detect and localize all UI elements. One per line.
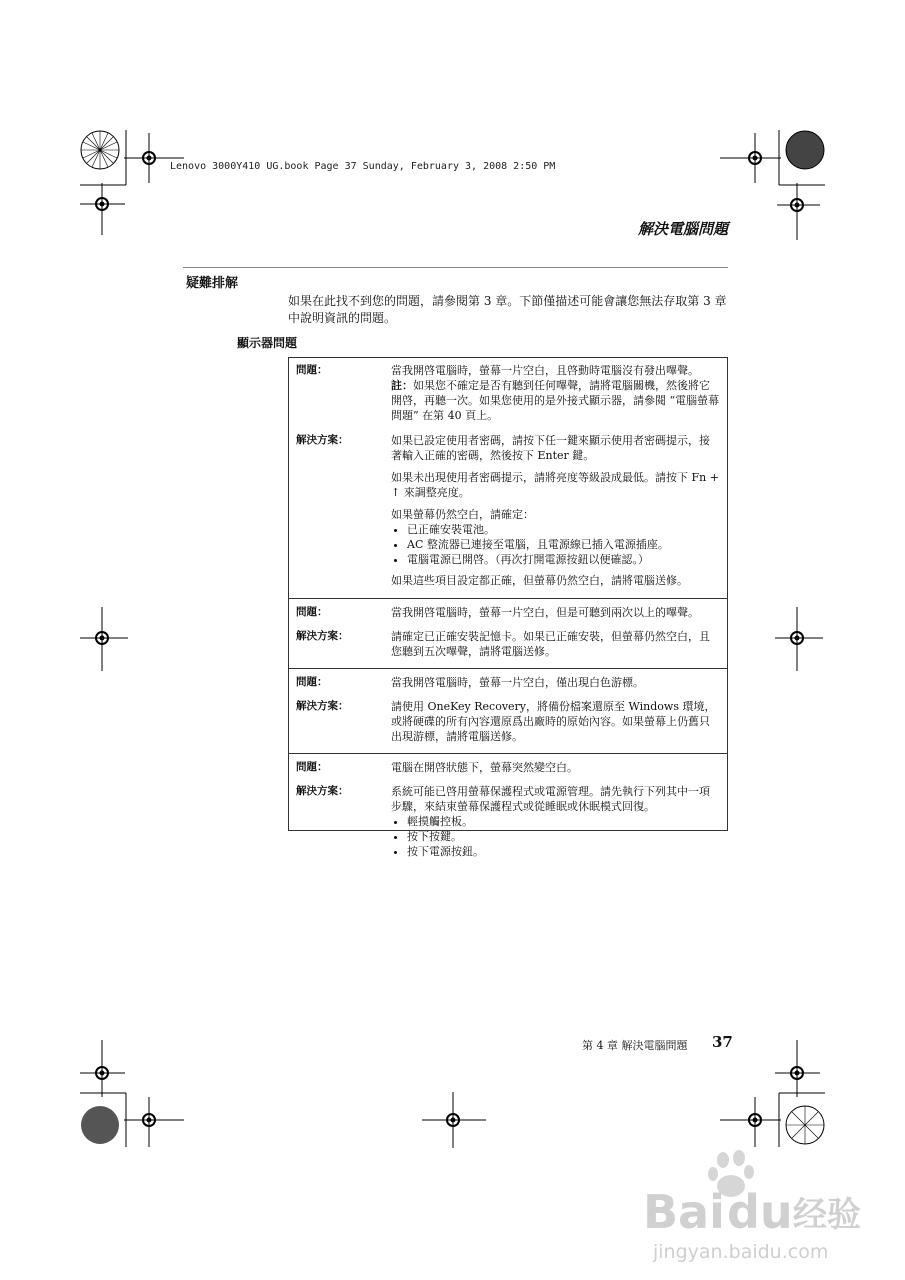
solution-text: 系統可能已啓用螢幕保護程式或電源管理。請先執行下列其中一項步驟，來結束螢幕保護程式或從睡眠或休眠模式回復。 (391, 785, 710, 813)
issue-2-problem-row (288, 599, 728, 630)
registration-mark-icon (715, 1035, 825, 1155)
solution-label: 解決方案： (288, 699, 391, 754)
issue-3-solution-row (288, 699, 728, 754)
problem-text: 電腦在開啓狀態下，螢幕突然變空白。 (391, 761, 578, 774)
problem-text: 當我開啓電腦時，螢幕一片空白，但是可聽到兩次以上的嗶聲。 (391, 606, 699, 619)
registration-mark-icon (775, 605, 825, 675)
list-item: • 輕摸觸控板。 (407, 814, 720, 829)
svg-text:du: du (727, 1185, 793, 1239)
issue-4-problem-row (288, 754, 728, 785)
section-title: 疑難排解 (186, 276, 239, 291)
problem-text: 當我開啓電腦時，螢幕一片空白，僅出現白色游標。 (391, 676, 644, 689)
page-number: 37 (712, 1033, 733, 1051)
solution-text: 請使用 OneKey Recovery，將備份檔案還原至 Windows 環境，或將硬碟的所有內容還原爲出廠時的原始內容。如果螢幕上仍舊只出現游標，請將電腦送修。 (391, 699, 728, 754)
solution-text: 請確定已正確安裝記憶卡。如果已正確安裝，但螢幕仍然空白，且您聽到五次嗶聲，請將電腦送修。 (391, 629, 728, 669)
registration-mark-icon (420, 1090, 490, 1150)
problem-label: 問題： (296, 364, 328, 376)
list-item: • 按下電源按鈕。 (407, 844, 720, 859)
list-item: • 電腦電源已開啓。（再次打開電源按鈕以便確認。） (407, 552, 720, 567)
solution-paragraph: 如果已設定使用者密碼，請按下任一鍵來顯示使用者密碼提示，接著輸入正確的密碼，然後按下 Enter 鍵。 (391, 434, 710, 462)
running-title: 解決電腦問題 (637, 220, 728, 238)
issue-2-solution-row (288, 629, 728, 669)
issues-table (288, 357, 728, 863)
intro-paragraph: 如果在此找不到您的問題，請參閱第 3 章。下節僅描述可能會讓您無法存取第 3 章中說明資訊的問題。 (288, 294, 727, 325)
checklist (391, 522, 720, 567)
subsection-title: 顯示器問題 (237, 336, 298, 350)
registration-mark-icon (80, 125, 190, 245)
issue-3-problem-row (288, 669, 728, 700)
issue-4-solution-row (288, 784, 728, 863)
svg-text:经验: 经验 (793, 1195, 861, 1235)
registration-mark-icon (80, 605, 130, 675)
solution-paragraph: 如果未出現使用者密碼提示，請將亮度等級設成最低。請按下 Fn + ↑ 來調整亮度。 (391, 471, 719, 499)
list-item: • AC 整流器已連接至電腦，且電源線已插入電源插座。 (407, 537, 720, 552)
header-rule (183, 267, 728, 268)
note (391, 378, 720, 423)
registration-mark-icon (80, 1035, 190, 1155)
solution-label: 解決方案： (288, 433, 391, 599)
footer-chapter: 第 4 章 解決電腦問題 (582, 1039, 688, 1052)
problem-text: 當我開啓電腦時，螢幕一片空白，且啓動時電腦沒有發出嗶聲。 (391, 364, 699, 377)
note-text: 如果您不確定是否有聽到任何嗶聲，請將電腦關機，然後將它開啓，再聽一次。如果您使用的是外接式顯示器，請參閱 “電腦螢幕問題” 在第 40 頁上。 (391, 379, 720, 422)
solution-label: 解決方案： (288, 629, 391, 669)
solution-label: 解決方案： (296, 785, 349, 797)
checklist (391, 814, 720, 859)
problem-label: 問題： (296, 761, 328, 773)
problem-label: 問題： (296, 606, 328, 618)
solution-paragraph: 如果這些項目設定都正確，但螢幕仍然空白，請將電腦送修。 (391, 574, 688, 587)
issue-1-solution-row (288, 433, 728, 599)
list-item: • 按下按鍵。 (407, 829, 720, 844)
note-label: 註： (391, 379, 413, 392)
issue-1-problem-row (288, 357, 728, 433)
svg-text:Bai: Bai (643, 1185, 725, 1239)
solution-paragraph: 如果螢幕仍然空白，請確定： (391, 508, 534, 521)
registration-mark-icon (715, 125, 825, 245)
print-header: Lenovo 3000Y410 UG.book Page 37 Sunday, February 3, 2008 2:50 PM (170, 161, 556, 172)
problem-label: 問題： (296, 676, 328, 688)
svg-text:jingyan.baidu.com: jingyan.baidu.com (653, 1241, 829, 1263)
list-item: • 已正確安裝電池。 (407, 522, 720, 537)
baidu-jingyan-watermark-icon (635, 1150, 875, 1270)
